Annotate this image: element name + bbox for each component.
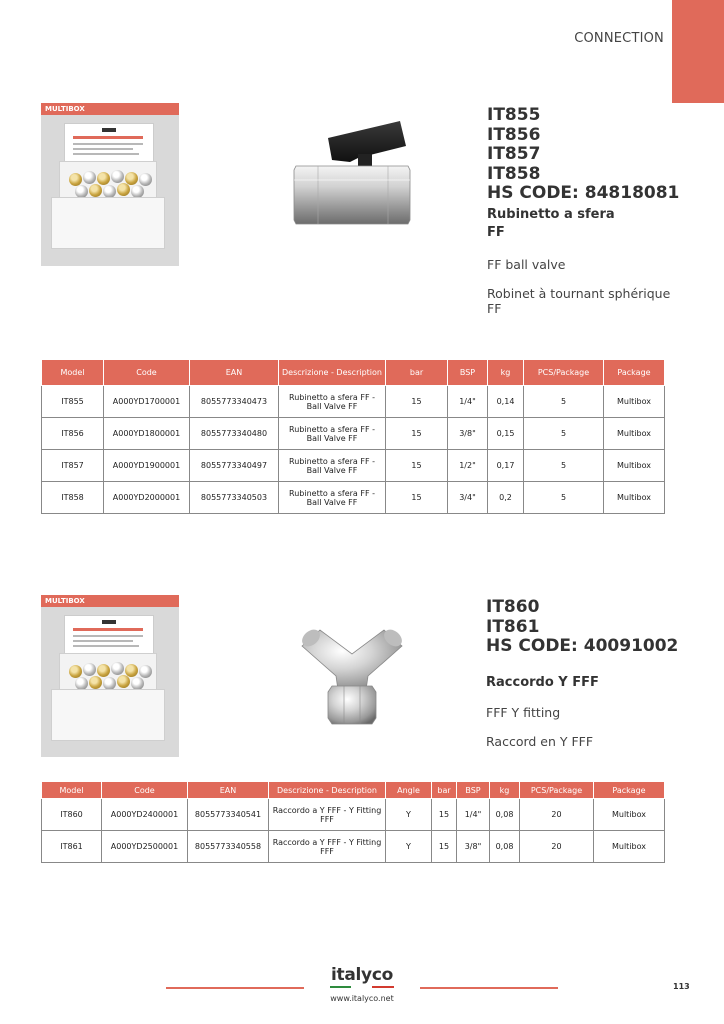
product-name-it [487, 206, 615, 242]
table-row [42, 450, 665, 482]
table-row [42, 482, 665, 514]
table-cell: 15 [386, 450, 448, 482]
product-name-it-line: FF [487, 225, 505, 240]
table-cell: 15 [432, 831, 457, 863]
product-code: IT858 [487, 163, 541, 184]
column-header: bar [386, 360, 448, 386]
table-row [42, 799, 665, 831]
table-cell: 0,08 [490, 799, 520, 831]
footer-brand-block [326, 965, 398, 988]
table-cell: IT855 [42, 386, 104, 418]
table-cell: Multibox [594, 831, 665, 863]
table-cell: Multibox [594, 799, 665, 831]
column-header: EAN [190, 360, 279, 386]
table-cell: 8055773340473 [190, 386, 279, 418]
product-code: IT860 [486, 597, 540, 617]
table-cell: 15 [386, 386, 448, 418]
table-cell: 0,14 [488, 386, 524, 418]
column-header: PCS/Package [524, 360, 604, 386]
column-header: BSP [457, 782, 490, 799]
table-cell: 5 [524, 450, 604, 482]
product-code: IT857 [487, 144, 541, 164]
table-cell: IT861 [42, 831, 102, 863]
table-cell: 3/4" [448, 482, 488, 514]
table-cell: 15 [386, 418, 448, 450]
column-header: Code [102, 782, 188, 799]
hs-code: HS CODE: 40091002 [486, 636, 679, 656]
brand-logo: italyco [331, 965, 393, 985]
table-cell: Y [386, 799, 432, 831]
table-cell: Y [386, 831, 432, 863]
table-cell: 8055773340503 [190, 482, 279, 514]
table-cell: 8055773340541 [188, 799, 269, 831]
table-header-row [42, 360, 665, 386]
column-header: kg [490, 782, 520, 799]
table-cell: 1/2" [448, 450, 488, 482]
hs-code: HS CODE: 84818081 [487, 183, 680, 203]
table-cell: 3/8" [457, 831, 490, 863]
table-cell: A000YD2500001 [102, 831, 188, 863]
column-header: Model [42, 782, 102, 799]
table-cell: A000YD2400001 [102, 799, 188, 831]
table-cell: IT857 [42, 450, 104, 482]
table-cell: Multibox [604, 386, 665, 418]
table-cell: 20 [520, 831, 594, 863]
table-cell: A000YD1900001 [104, 450, 190, 482]
column-header: Package [604, 360, 665, 386]
table-row [42, 386, 665, 418]
table-cell: 8055773340480 [190, 418, 279, 450]
column-header: Descrizione - Description [269, 782, 386, 799]
multibox-photo [41, 607, 179, 757]
table-cell: Rubinetto a sfera FF - Ball Valve FF [279, 386, 386, 418]
table-cell: 0,15 [488, 418, 524, 450]
column-header: BSP [448, 360, 488, 386]
column-header: EAN [188, 782, 269, 799]
table-cell: Multibox [604, 450, 665, 482]
table-cell: 5 [524, 482, 604, 514]
flag-stripe [330, 986, 394, 988]
y-fitting-image [296, 620, 408, 732]
footer-divider-right [420, 987, 558, 989]
table-cell: A000YD1700001 [104, 386, 190, 418]
product-name-en: FF ball valve [487, 257, 566, 272]
table-cell: 5 [524, 418, 604, 450]
box-card [64, 615, 154, 657]
table-cell: IT860 [42, 799, 102, 831]
table-row [42, 418, 665, 450]
table-cell: 8055773340497 [190, 450, 279, 482]
product-name-fr-line: Robinet à tournant sphérique [487, 286, 671, 301]
table-cell: 15 [432, 799, 457, 831]
multibox-label: MULTIBOX [41, 103, 179, 115]
footer-divider-left [166, 987, 304, 989]
product-name-it-line: Rubinetto a sfera [487, 207, 615, 222]
product-name-it: Raccordo Y FFF [486, 675, 599, 690]
multibox-photo [41, 115, 179, 266]
product-name-fr-line: FF [487, 301, 502, 316]
table-cell: 8055773340558 [188, 831, 269, 863]
spec-table-ball-valve [41, 359, 665, 514]
product-code: IT861 [486, 616, 540, 637]
column-header: Angle [386, 782, 432, 799]
table-cell: 15 [386, 482, 448, 514]
table-cell: Raccordo a Y FFF - Y Fitting FFF [269, 831, 386, 863]
table-cell: 1/4" [457, 799, 490, 831]
product-name-fr [487, 286, 670, 316]
table-cell: Multibox [604, 482, 665, 514]
product-codes-group [487, 106, 679, 204]
box-card [64, 123, 154, 165]
table-cell: 0,2 [488, 482, 524, 514]
table-cell: IT856 [42, 418, 104, 450]
column-header: Code [104, 360, 190, 386]
ball-valve-image [288, 118, 414, 230]
table-cell: 0,17 [488, 450, 524, 482]
table-cell: Rubinetto a sfera FF - Ball Valve FF [279, 450, 386, 482]
column-header: Descrizione - Description [279, 360, 386, 386]
corner-accent-block [672, 0, 724, 103]
table-header-row [42, 782, 665, 799]
table-cell: 1/4" [448, 386, 488, 418]
table-row [42, 831, 665, 863]
product-codes-group [486, 598, 678, 657]
table-cell: Multibox [604, 418, 665, 450]
table-cell: A000YD2000001 [104, 482, 190, 514]
table-cell: 5 [524, 386, 604, 418]
section-title: CONNECTION [574, 31, 664, 46]
column-header: bar [432, 782, 457, 799]
table-cell: IT858 [42, 482, 104, 514]
table-cell: 20 [520, 799, 594, 831]
product-code: IT855 [487, 105, 541, 125]
column-header: kg [488, 360, 524, 386]
website-link[interactable]: www.italyco.net [330, 994, 394, 1003]
table-cell: Raccordo a Y FFF - Y Fitting FFF [269, 799, 386, 831]
column-header: Package [594, 782, 665, 799]
spec-table-y-fitting [41, 781, 665, 863]
table-cell: 0,08 [490, 831, 520, 863]
table-cell: A000YD1800001 [104, 418, 190, 450]
product-name-en: FFF Y fitting [486, 705, 561, 720]
table-cell: Rubinetto a sfera FF - Ball Valve FF [279, 418, 386, 450]
column-header: Model [42, 360, 104, 386]
table-cell: Rubinetto a sfera FF - Ball Valve FF [279, 482, 386, 514]
product-name-fr: Raccord en Y FFF [486, 734, 594, 749]
column-header: PCS/Package [520, 782, 594, 799]
page-number: 113 [673, 982, 690, 991]
table-cell: 3/8" [448, 418, 488, 450]
product-code: IT856 [487, 124, 541, 145]
multibox-label: MULTIBOX [41, 595, 179, 607]
